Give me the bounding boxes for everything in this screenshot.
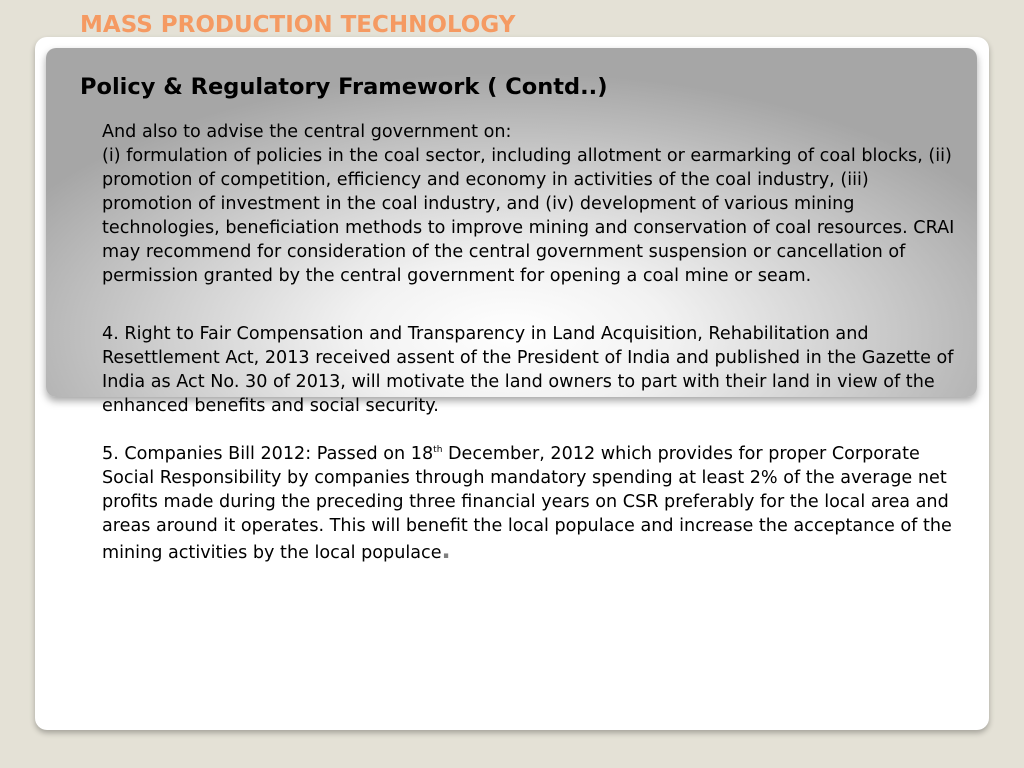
- intro-body: (i) formulation of policies in the coal sector, including allotment or earmarking of coal blocks, (ii) promotion of competition, efficiency and economy in activities of the coal industry, (iii) promotion of investment in the coal industry, and (iv) development of various mining technologies, beneficiation methods to improve mining and conservation of coal resources. CRAI may recommend for consideration of the central government suspension or cancellation of permission granted by the central government for opening a coal mine or seam.: [102, 146, 955, 286]
- paragraph-spacer: [102, 288, 962, 322]
- intro-lead: And also to advise the central government on:: [102, 122, 512, 142]
- point-5-ordinal-suffix: th: [433, 445, 443, 455]
- intro-paragraph: [102, 120, 962, 288]
- course-title: MASS PRODUCTION TECHNOLOGY: [80, 12, 516, 38]
- point-5-text-start: 5. Companies Bill 2012: Passed on 18: [102, 444, 434, 464]
- point-5-paragraph: [102, 442, 962, 565]
- slide-title: Policy & Regulatory Framework ( Contd..): [80, 74, 608, 100]
- slide-body: [102, 120, 962, 565]
- point-4-paragraph: 4. Right to Fair Compensation and Transparency in Land Acquisition, Rehabilitation and Resettlement Act, 2013 received assent of the President of India and published in the Gazette of India as Act No. 30 of 2013, will motivate the land owners to part with their land in view of the enhanced benefits and social security.: [102, 324, 954, 416]
- point-5-end-mark: .: [441, 536, 451, 564]
- point-5-text-end: December, 2012 which provides for proper Corporate Social Responsibility by companies through mandatory spending at least 2% of the average net profits made during the preceding three financial years on CSR preferably for the local area and areas around it operates. This will benefit the local populace and increase the acceptance of the mining activities by the local populace: [102, 444, 952, 563]
- paragraph-spacer: [102, 418, 962, 442]
